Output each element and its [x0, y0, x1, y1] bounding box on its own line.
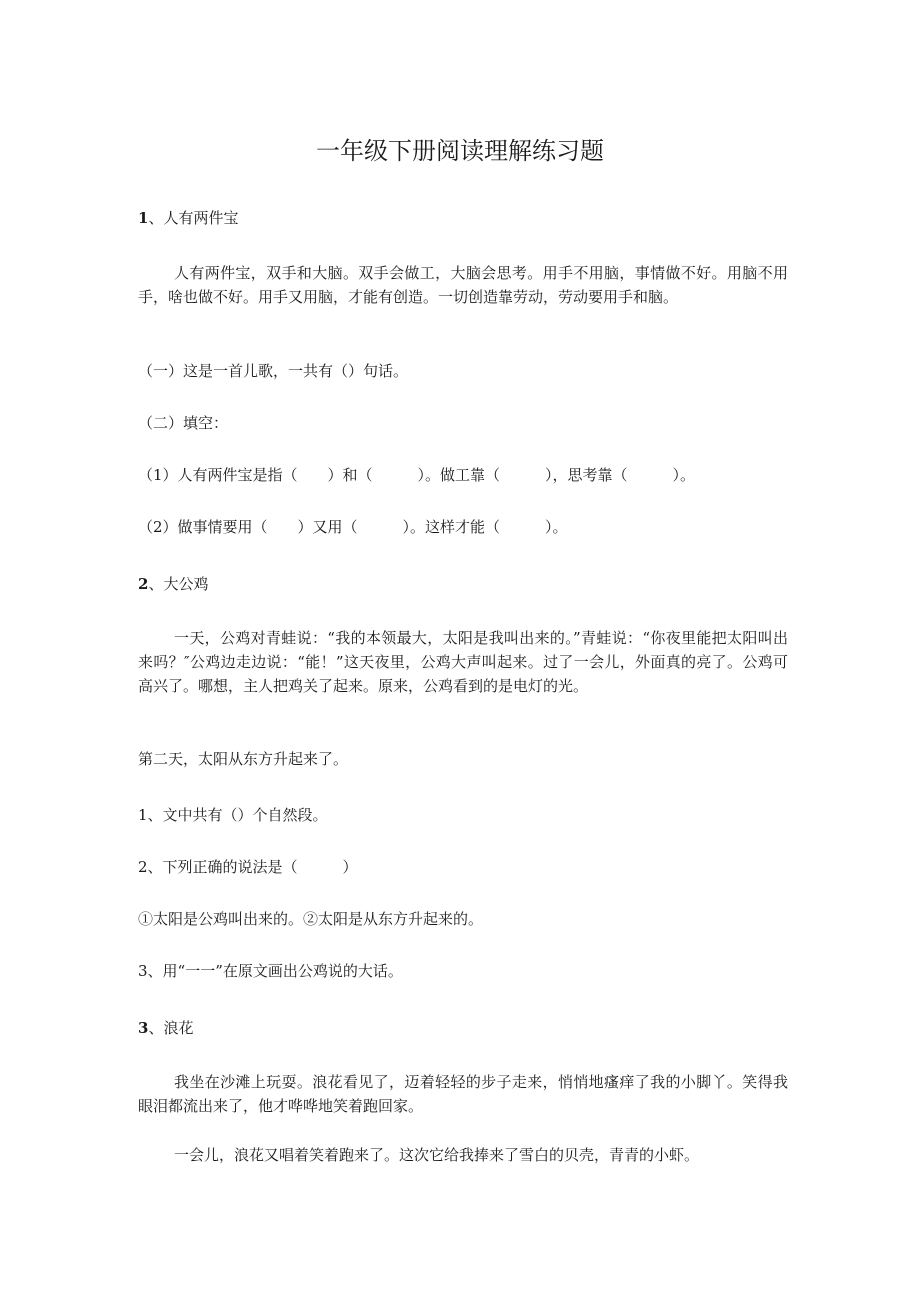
section-1-question-3: （1）人有两件宝是指（ ）和（ ）。做工靠（ ），思考靠（ ）。: [138, 466, 696, 484]
section-heading-3: [138, 1018, 193, 1038]
page-title: 一年级下册阅读理解练习题: [316, 137, 604, 165]
section-1-question-2: （二）填空：: [138, 414, 229, 432]
section-2-question-4: 3、用“一一”在原文画出公鸡说的大话。: [138, 962, 403, 980]
section-1-question-1: （一）这是一首儿歌，一共有（）句话。: [138, 362, 409, 380]
section-2-question-1: 1、文中共有（）个自然段。: [138, 806, 328, 824]
section-3-passage-2: 一会儿，浪花又唱着笑着跑来了。这次它给我捧来了雪白的贝壳，青青的小虾。: [174, 1146, 700, 1164]
section-number-2: 2: [138, 575, 149, 593]
section-heading-1: [138, 208, 238, 228]
section-number-3: 3: [138, 1019, 149, 1037]
section-2-extra-line: 第二天，太阳从东方升起来了。: [138, 750, 349, 768]
section-1-passage: 人有两件宝，双手和大脑。双手会做工，大脑会思考。用手不用脑，事情做不好。用脑不用手，啥也做不好。用手又用脑，才能有创造。一切创造靠劳动，劳动要用手和脑。: [138, 264, 788, 306]
section-1-question-4: （2）做事情要用（ ）又用（ ）。这样才能（ ）。: [138, 518, 568, 536]
section-3-passage: 我坐在沙滩上玩耍。浪花看见了，迈着轻轻的步子走来，悄悄地瘙痒了我的小脚丫。笑得我眼泪都流出来了，他才哗哗地笑着跑回家。: [138, 1073, 788, 1115]
section-heading-2: [138, 574, 208, 594]
section-title-2: 、大公鸡: [148, 575, 209, 593]
section-number-1: 1: [138, 209, 149, 227]
section-2-passage: 一天，公鸡对青蛙说：“我的本领最大，太阳是我叫出来的。”青蛙说：“你夜里能把太阳叫出来吗？″公鸡边走边说：“能！”这天夜里，公鸡大声叫起来。过了一会儿，外面真的亮了。公鸡可高兴了。哪想，主人把鸡关了起来。原来，公鸡看到的是电灯的光。: [138, 629, 788, 695]
section-title-1: 、人有两件宝: [148, 209, 239, 227]
section-2-question-2: 2、下列正确的说法是（ ）: [138, 858, 358, 876]
section-title-3: 、浪花: [148, 1019, 194, 1037]
section-2-question-3: ①太阳是公鸡叫出来的。②太阳是从东方升起来的。: [138, 910, 484, 928]
